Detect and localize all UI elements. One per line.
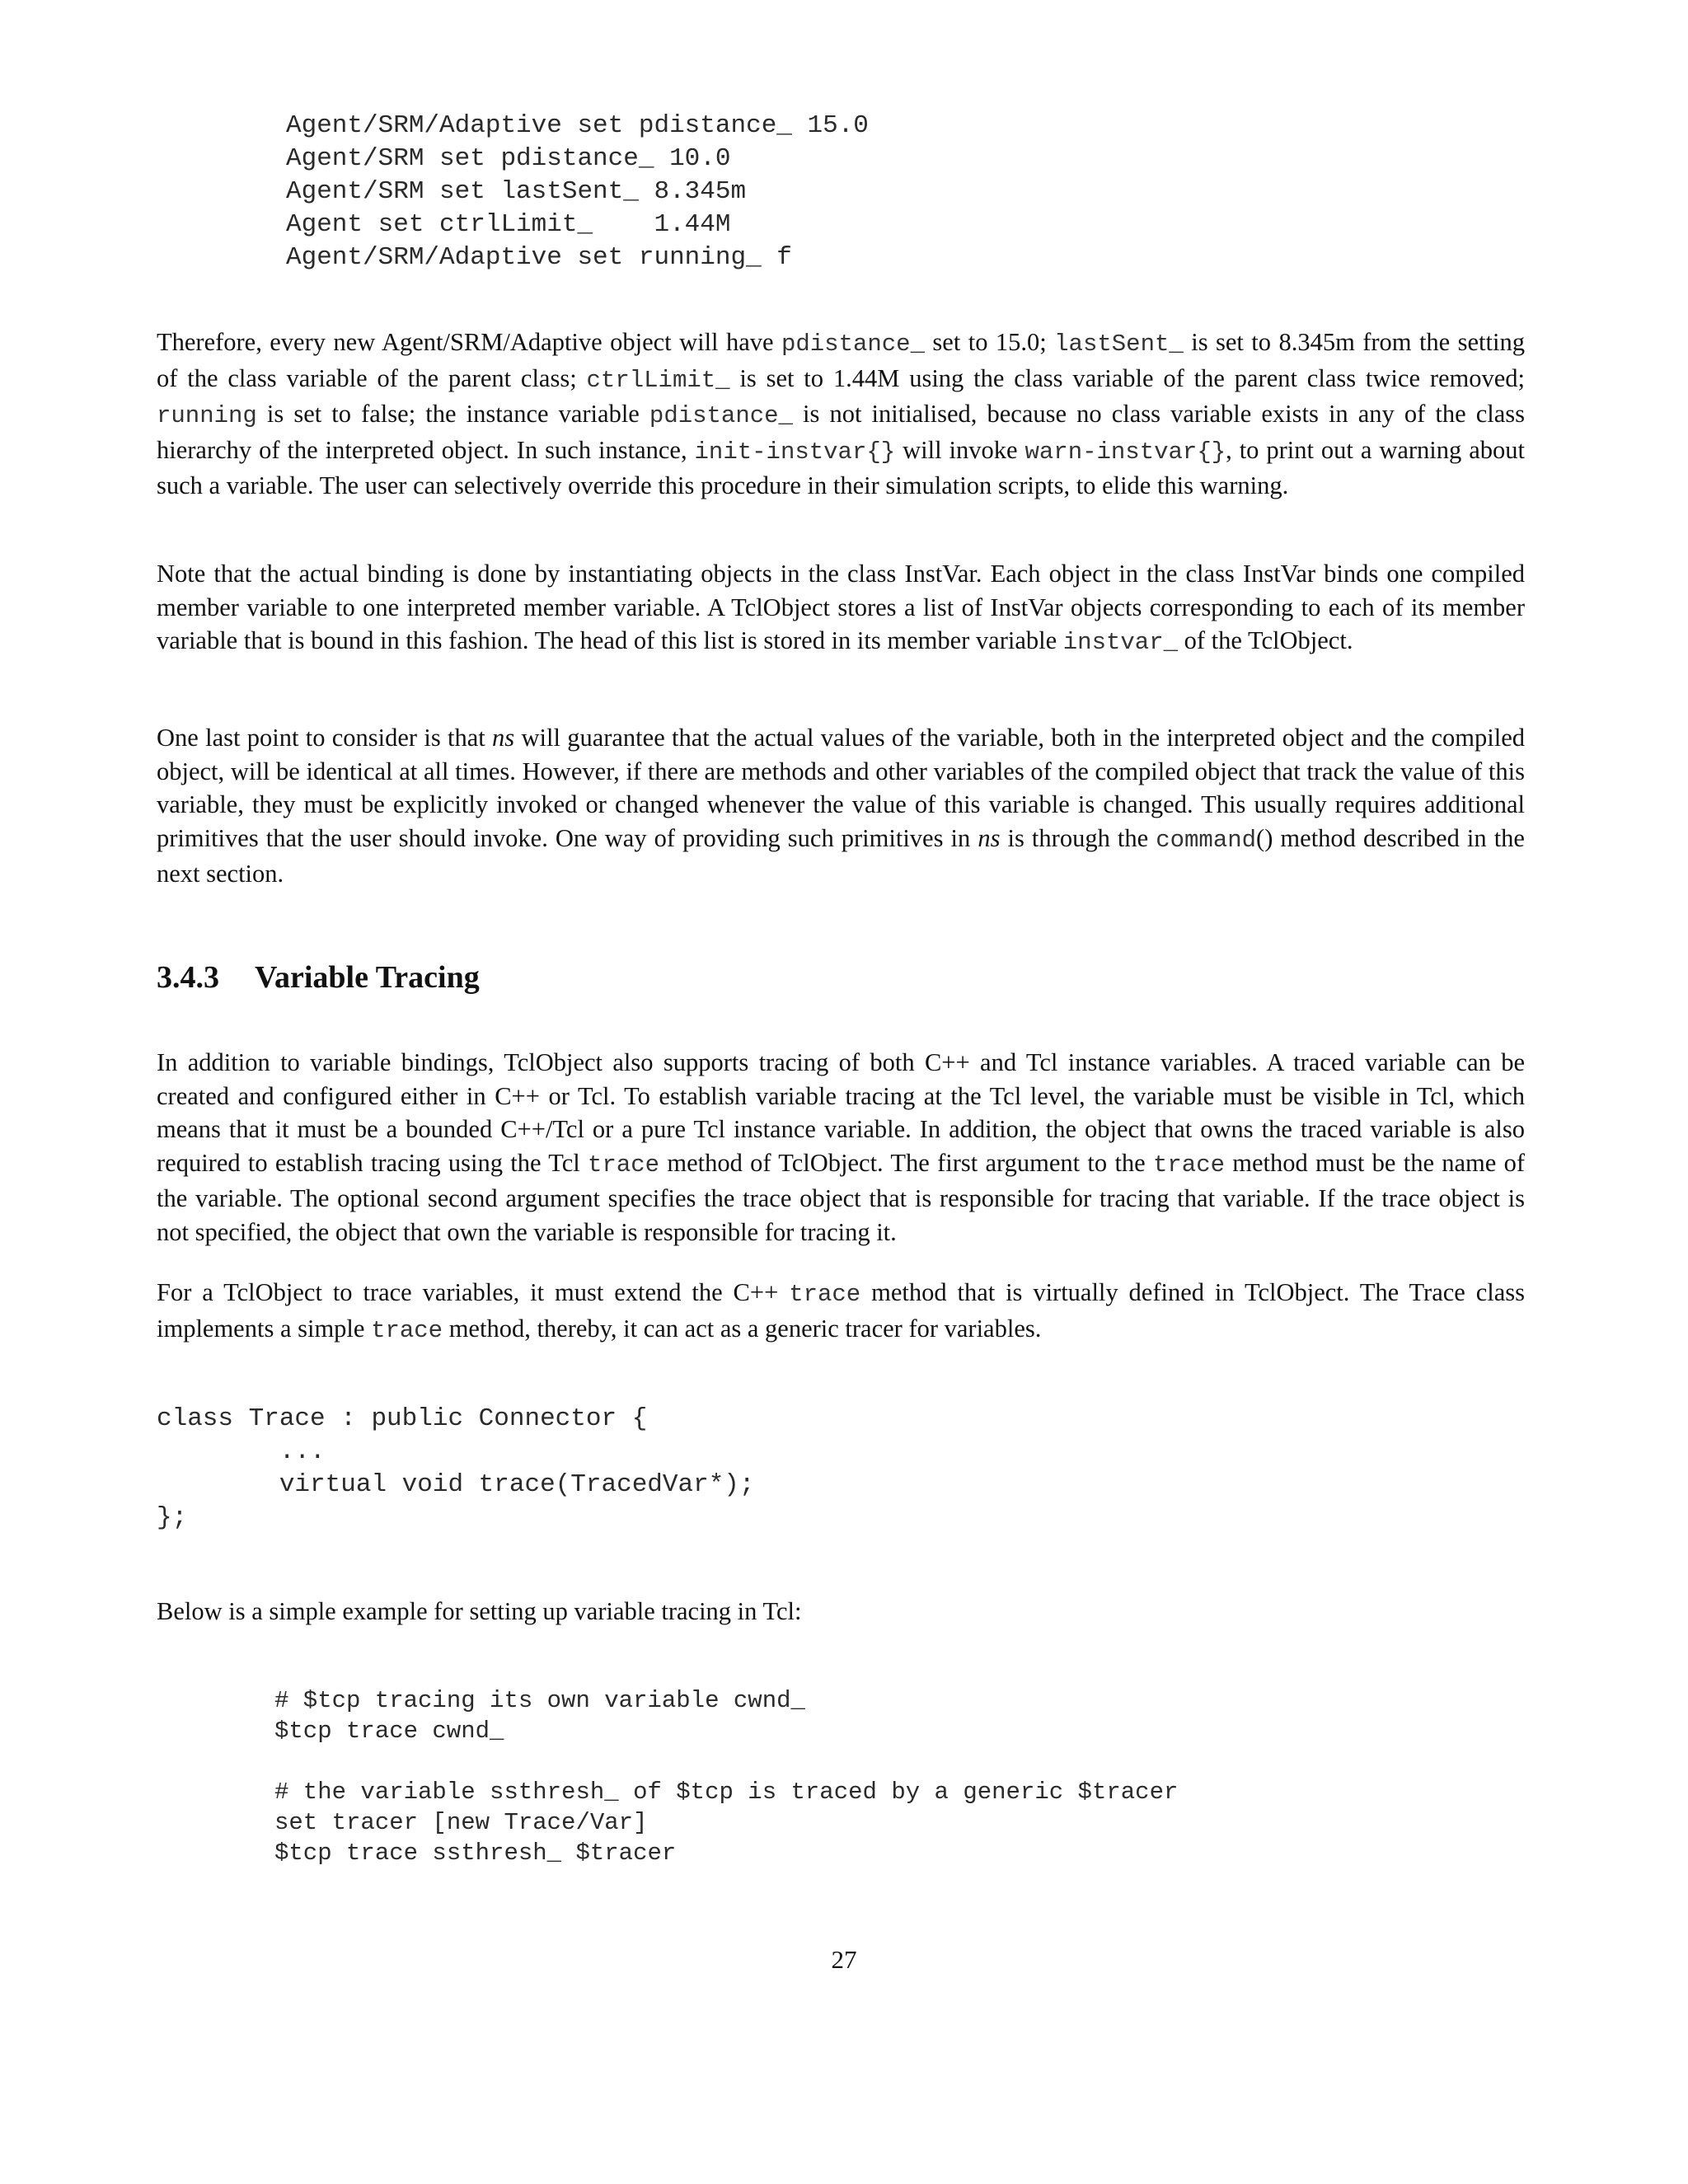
section-heading [157, 958, 480, 996]
code-line: Agent/SRM/Adaptive set pdistance_ 15.0 [286, 111, 869, 140]
code-line: # $tcp tracing its own variable cwnd_ [274, 1687, 805, 1714]
code-line: class Trace : public Connector { [157, 1404, 648, 1433]
code-line: Agent/SRM/Adaptive set running_ f [286, 243, 792, 272]
code-line: }; [157, 1503, 188, 1532]
paragraph-variable-tracing-intro: In addition to variable bindings, TclObject also supports tracing of both C++ and Tcl instance variables. A traced variable can be created and configured either in C++ or Tcl. To establish variable tracing at the Tcl level, the variable must be visible in Tcl, which means that it must be a bounded C++/Tcl or a pure Tcl instance variable. In addition, the object that owns the traced variable is also required to establish tracing using the Tcl trace method of TclObject. The first argument to the trace method must be the name of the variable. The optional second argument specifies the trace object that is responsible for tracing that variable. If the trace object is not specified, the object that own the variable is responsible for tracing it. [157, 1048, 1525, 1246]
code-block-class-variables [286, 110, 869, 274]
paragraph-trace-method: For a TclObject to trace variables, it must extend the C++ trace method that is virtually defined in TclObject. The Trace class implements a simple trace method, thereby, it can act as a generic tracer for variables. [157, 1278, 1525, 1344]
code-line: set tracer [new Trace/Var] [274, 1809, 648, 1836]
paragraph-class-variable-defaults: Therefore, every new Agent/SRM/Adaptive object will have pdistance_ set to 15.0; lastSent_ is set to 8.345m from the setting of the class variable of the parent class; ctrlLimit_ is set to 1.44M using the class variable of the parent class twice removed; running is set to false; the instance variable pdistance_ is not initialised, because no class variable exists in any of the class hierarchy of the interpreted object. In such instance, init-instvar{} will invoke warn-instvar{}, to print out a warning about such a variable. The user can selectively override this procedure in their simulation scripts, to elide this warning. [157, 328, 1525, 499]
paragraph-value-consistency: One last point to consider is that ns will guarantee that the actual values of the variable, both in the interpreted object and the compiled object, will be identical at all times. However, if there are methods and other variables of the compiled object that track the value of this variable, they must be explicitly invoked or changed whenever the value of this variable is changed. This usually requires additional primitives that the user should invoke. One way of providing such primitives in ns is through the command() method described in the next section. [157, 724, 1525, 888]
code-line [274, 1746, 1178, 1777]
code-line: Agent/SRM set lastSent_ 8.345m [286, 177, 747, 206]
code-block-trace-class [157, 1403, 755, 1535]
code-block-tcl-example [274, 1685, 1178, 1868]
code-line: Agent set ctrlLimit_ 1.44M [286, 210, 731, 239]
page-number: 27 [831, 1945, 857, 1974]
paragraph-tcl-example-intro: Below is a simple example for setting up variable tracing in Tcl: [157, 1597, 802, 1625]
code-line: $tcp trace cwnd_ [274, 1718, 504, 1745]
section-title: Variable Tracing [255, 960, 480, 995]
code-line: ... [157, 1437, 326, 1466]
section-number: 3.4.3 [157, 960, 219, 995]
code-line: $tcp trace ssthresh_ $tracer [274, 1840, 677, 1867]
code-line: Agent/SRM set pdistance_ 10.0 [286, 144, 731, 173]
code-line: virtual void trace(TracedVar*); [157, 1470, 755, 1499]
paragraph-instvar-binding: Note that the actual binding is done by instantiating objects in the class InstVar. Each object in the class InstVar binds one compiled member variable to one interpreted member variable. A TclObject stores a list of InstVar objects corresponding to each of its member variable that is bound in this fashion. The head of this list is stored in its member variable instvar_ of the TclObject. [157, 560, 1525, 656]
code-line: # the variable ssthresh_ of $tcp is traced by a generic $tracer [274, 1779, 1179, 1806]
